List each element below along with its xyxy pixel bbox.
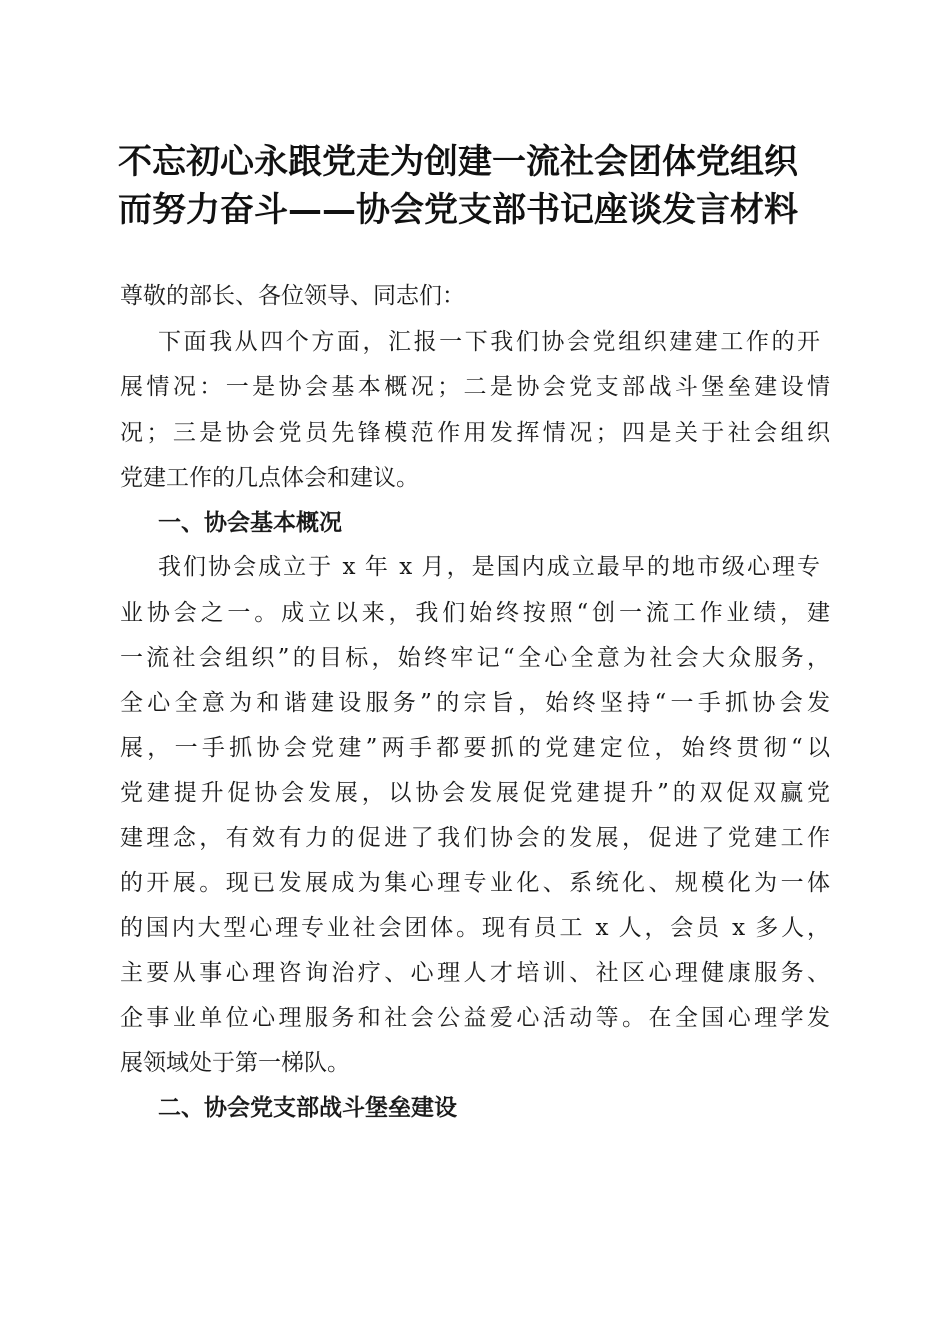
section1-line-10: 主要从事心理咨询治疗、心理人才培训、社区心理健康服务、 — [120, 960, 830, 986]
intro-line-2: 展情况：一是协会基本概况；二是协会党支部战斗堡垒建设情 — [120, 374, 830, 400]
salutation: 尊敬的部长、各位领导、同志们： — [120, 283, 465, 309]
section1-heading: 一、协会基本概况 — [158, 510, 342, 536]
section1-line-11: 企事业单位心理服务和社会公益爱心活动等。在全国心理学发 — [120, 1005, 830, 1031]
section1-line-1: 我们协会成立于 x 年 x 月，是国内成立最早的地市级心理专 — [158, 554, 820, 580]
title-line-2: 而努力奋斗——协会党支部书记座谈发言材料 — [118, 190, 798, 230]
section1-line-4: 全心全意为和谐建设服务”的宗旨，始终坚持“一手抓协会发 — [120, 690, 830, 716]
intro-line-3: 况；三是协会党员先锋模范作用发挥情况；四是关于社会组织 — [120, 420, 830, 446]
section1-line-12: 展领域处于第一梯队。 — [120, 1050, 350, 1076]
section1-line-8: 的开展。现已发展成为集心理专业化、系统化、规模化为一体 — [120, 870, 830, 896]
section1-line-9: 的国内大型心理专业社会团体。现有员工 x 人，会员 x 多人， — [120, 915, 830, 941]
intro-line-1: 下面我从四个方面，汇报一下我们协会党组织建建工作的开 — [158, 329, 820, 355]
section1-line-7: 建理念，有效有力的促进了我们协会的发展，促进了党建工作 — [120, 825, 830, 851]
section2-heading: 二、协会党支部战斗堡垒建设 — [158, 1095, 457, 1121]
section1-line-5: 展，一手抓协会党建”两手都要抓的党建定位，始终贯彻“以 — [120, 735, 830, 761]
section1-line-3: 一流社会组织”的目标，始终牢记“全心全意为社会大众服务， — [120, 645, 830, 671]
document-title — [118, 138, 838, 234]
section1-line-2: 业协会之一。成立以来，我们始终按照“创一流工作业绩，建 — [120, 600, 830, 626]
title-line-1: 不忘初心永跟党走为创建一流社会团体党组织 — [118, 142, 798, 182]
intro-line-4: 党建工作的几点体会和建议。 — [120, 465, 419, 491]
section1-line-6: 党建提升促协会发展，以协会发展促党建提升”的双促双赢党 — [120, 780, 830, 806]
